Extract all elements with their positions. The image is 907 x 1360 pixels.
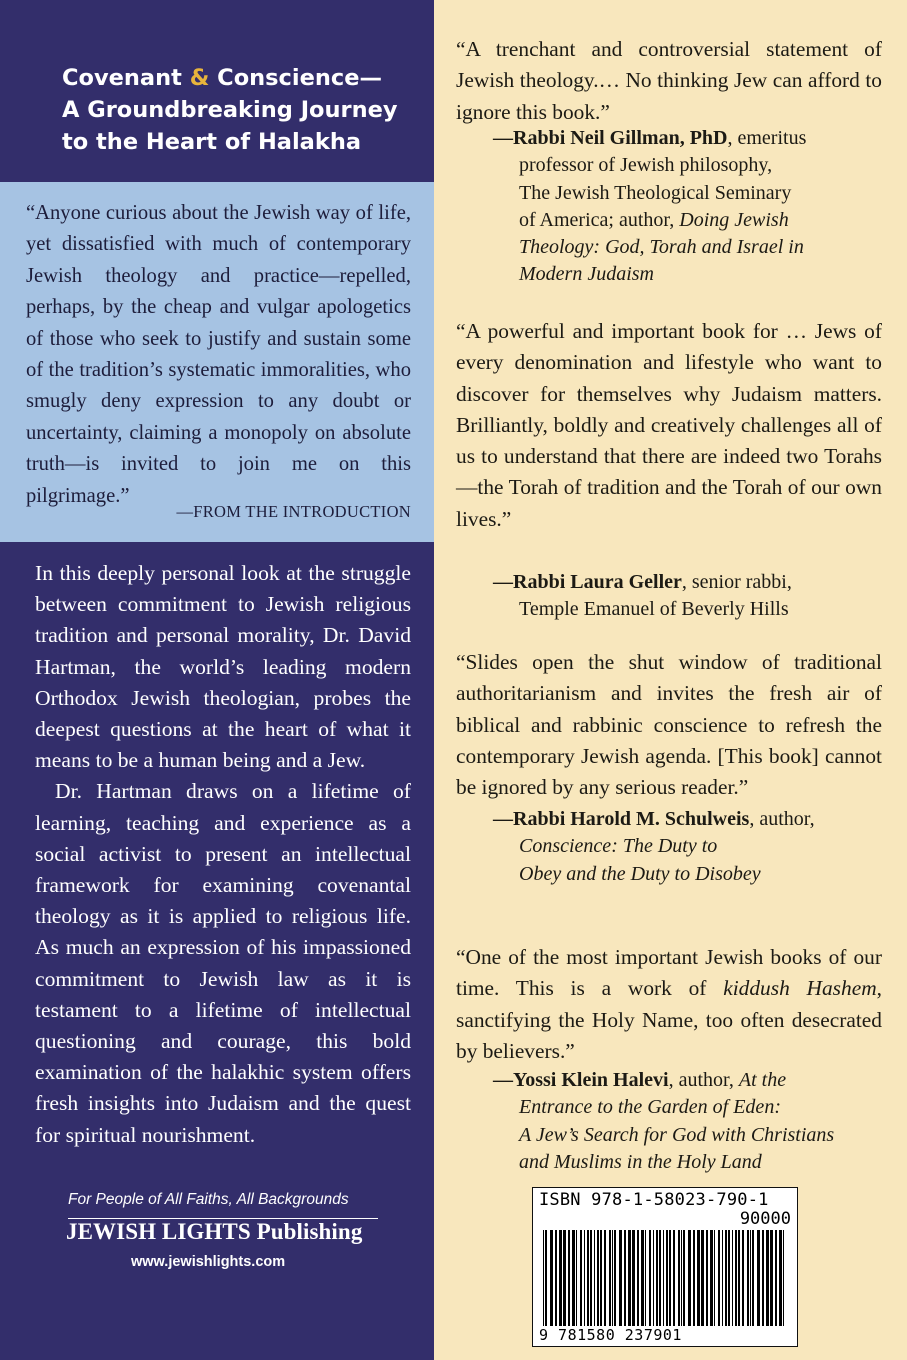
barcode-bar	[563, 1230, 566, 1326]
barcode-bar	[669, 1230, 671, 1326]
barcode-bar	[568, 1230, 570, 1326]
headline-ampersand: &	[189, 65, 210, 91]
endorsement-quote	[456, 942, 882, 1067]
endorser-credential: of America; author,	[519, 208, 680, 231]
endorser-name: —Yossi Klein Halevi	[493, 1069, 669, 1091]
barcode-bar	[590, 1230, 592, 1326]
barcode-bar	[653, 1230, 654, 1326]
publisher-tagline: For People of All Faiths, All Backgrounds	[68, 1191, 349, 1208]
barcode-bar	[783, 1230, 784, 1326]
barcode-bar	[775, 1230, 777, 1326]
description-paragraph: In this deeply personal look at the struggle between commitment to Jewish religious tradition and personal morality, Dr. David Hartman, the world’s leading modern Orthodox Jewish theologian, probes the deepest questions at the heart of what it means to be a human being and a Jew.	[35, 561, 411, 773]
barcode-bar	[594, 1230, 595, 1326]
book-title: Obey and the Duty to Disobey	[519, 862, 761, 885]
barcode-bar	[612, 1230, 613, 1326]
book-title: Modern Judaism	[519, 263, 654, 286]
book-title: A Jew’s Search for God with Christians	[519, 1123, 835, 1146]
headline-line-3: to the Heart of Halakha	[62, 129, 362, 155]
book-title: and Muslims in the Holy Land	[519, 1150, 762, 1173]
isbn-label: ISBN 978-1-58023-790-1	[539, 1190, 769, 1210]
barcode-bar	[597, 1230, 599, 1326]
barcode-bar	[714, 1230, 715, 1326]
barcode-bar	[656, 1230, 658, 1326]
barcode-bar	[645, 1230, 646, 1326]
barcode-bar	[678, 1230, 680, 1326]
intro-quote: “Anyone curious about the Jewish way of life, yet dissatisfied with much of contemporary Jewish theology and practice—repelled, perhaps, by the cheap and vulgar apologetics of those who seek to justify and sustain some of the tradition’s systematic immoralities, who smugly deny expression to any doubt or uncertainty, claiming a monopoly on absolute truth—is invited to join me on this pilgrimage.”	[26, 202, 411, 507]
isbn-barcode	[532, 1187, 798, 1347]
price-code: 90000	[739, 1209, 791, 1229]
endorser-credential: The Jewish Theological Seminary	[519, 181, 792, 204]
barcode-bar	[770, 1230, 773, 1326]
barcode-bar	[681, 1230, 682, 1326]
barcode-bar	[632, 1230, 635, 1326]
intro-attribution: —FROM THE INTRODUCTION	[176, 502, 411, 521]
barcode-bar	[659, 1230, 661, 1326]
book-title: At the	[738, 1069, 787, 1091]
barcode-bar	[649, 1230, 651, 1326]
endorser-credential: , author,	[668, 1069, 739, 1091]
barcode-bar	[559, 1230, 562, 1326]
ean-digits: 9 781580 237901	[539, 1326, 682, 1344]
book-title: Doing Jewish	[679, 208, 789, 231]
endorser-name: —Rabbi Neil Gillman, PhD	[493, 127, 728, 149]
barcode-bar	[641, 1230, 644, 1326]
barcode-bar	[614, 1230, 616, 1326]
barcode-bars	[541, 1230, 791, 1330]
endorser-name: —Rabbi Laura Geller	[493, 571, 682, 593]
barcode-bar	[766, 1230, 769, 1326]
endorser-credential: professor of Jewish philosophy,	[519, 154, 773, 177]
barcode-bar	[628, 1230, 631, 1326]
endorsement-attribution	[463, 1067, 883, 1176]
quote-text: “One of the most important Jewish books of our time. This is a work of	[456, 945, 882, 1001]
publisher-url[interactable]: www.jewishlights.com	[131, 1254, 286, 1270]
headline-line-2: A Groundbreaking Journey	[62, 97, 398, 123]
barcode-bar	[609, 1230, 611, 1326]
barcode-bar	[543, 1230, 544, 1326]
barcode-bar	[673, 1230, 675, 1326]
quote-text: , sanctifying the Holy Name, too often desecrated by believers.”	[456, 976, 883, 1063]
endorsement-quote: “A trenchant and controversial statement of Jewish theology.… No thinking Jew can afford to ignore this book.”	[456, 37, 882, 124]
endorser-credential: , emeritus	[727, 127, 807, 149]
barcode-bar	[718, 1230, 720, 1326]
barcode-bar	[663, 1230, 664, 1326]
barcode-bar	[738, 1230, 740, 1326]
left-panel	[0, 0, 434, 1360]
barcode-bar	[693, 1230, 695, 1326]
headline	[62, 62, 422, 158]
barcode-bar	[701, 1230, 704, 1326]
barcode-bar	[545, 1230, 547, 1326]
book-title: Theology: God, Torah and Israel in	[519, 236, 804, 259]
endorsement-attribution	[463, 125, 883, 289]
barcode-bar	[752, 1230, 754, 1326]
barcode-bar	[706, 1230, 708, 1326]
quote-emphasis: kiddush Hashem	[723, 976, 877, 1001]
barcode-bar	[550, 1230, 553, 1326]
barcode-bar	[725, 1230, 727, 1326]
headline-text: Covenant	[62, 65, 190, 91]
endorser-credential: , senior rabbi,	[681, 571, 792, 593]
barcode-bar	[576, 1230, 577, 1326]
endorser-credential: Temple Emanuel of Beverly Hills	[519, 598, 789, 621]
barcode-bar	[619, 1230, 622, 1326]
book-title: Conscience: The Duty to	[519, 835, 718, 858]
barcode-bar	[735, 1230, 737, 1326]
endorser-name: —Rabbi Harold M. Schulweis	[493, 808, 750, 830]
book-title: Entrance to the Garden of Eden:	[519, 1096, 781, 1119]
barcode-bar	[697, 1230, 700, 1326]
book-description	[35, 558, 411, 1151]
barcode-bar	[580, 1230, 582, 1326]
barcode-bar	[750, 1230, 751, 1326]
endorser-credential: , author,	[749, 808, 815, 830]
barcode-bar	[742, 1230, 744, 1326]
barcode-bar	[762, 1230, 764, 1326]
barcode-bar	[572, 1230, 575, 1326]
description-paragraph: Dr. Hartman draws on a lifetime of learning, teaching and experience as a social activist to present an intellectual framework for examining covenantal theology as it is applied to religious life. As much an expression of his impassioned commitment to Jewish law as it is testament to a lifetime of intellectual questioning and courage, this bold examination of the halakhic system offers fresh insights into Judaism and the quest for spiritual nourishment.	[35, 779, 411, 1147]
barcode-bar	[757, 1230, 760, 1326]
barcode-bar	[779, 1230, 782, 1326]
barcode-bar	[747, 1230, 749, 1326]
barcode-bar	[688, 1230, 691, 1326]
barcode-bar	[710, 1230, 713, 1326]
publisher-name: JEWISH LIGHTS Publishing	[66, 1219, 363, 1244]
barcode-bar	[584, 1230, 585, 1326]
barcode-bar	[732, 1230, 733, 1326]
endorsement-quote: “A powerful and important book for … Jews of every denomination and lifestyle who want to discover for themselves why Judaism matters. Brilliantly, boldly and creatively challenges all of us to understand that there are indeed two Torahs—the Torah of tradition and the Torah of our own lives.”	[456, 319, 882, 531]
barcode-bar	[722, 1230, 723, 1326]
barcode-bar	[637, 1230, 639, 1326]
barcode-bar	[604, 1230, 606, 1326]
barcode-bar	[728, 1230, 730, 1326]
barcode-bar	[555, 1230, 557, 1326]
barcode-bar	[683, 1230, 685, 1326]
endorsement-attribution	[463, 806, 883, 888]
endorsement-quote: “Slides open the shut window of traditional authoritarianism and invites the fresh air of biblical and rabbinic conscience to refresh the contemporary Jewish agenda. [This book] cannot be ignored by any serious reader.”	[456, 650, 882, 800]
endorsement-attribution	[463, 569, 883, 624]
barcode-bar	[600, 1230, 602, 1326]
barcode-bar	[666, 1230, 668, 1326]
barcode-bar	[587, 1230, 589, 1326]
barcode-bar	[624, 1230, 626, 1326]
headline-text: Conscience—	[209, 65, 382, 91]
